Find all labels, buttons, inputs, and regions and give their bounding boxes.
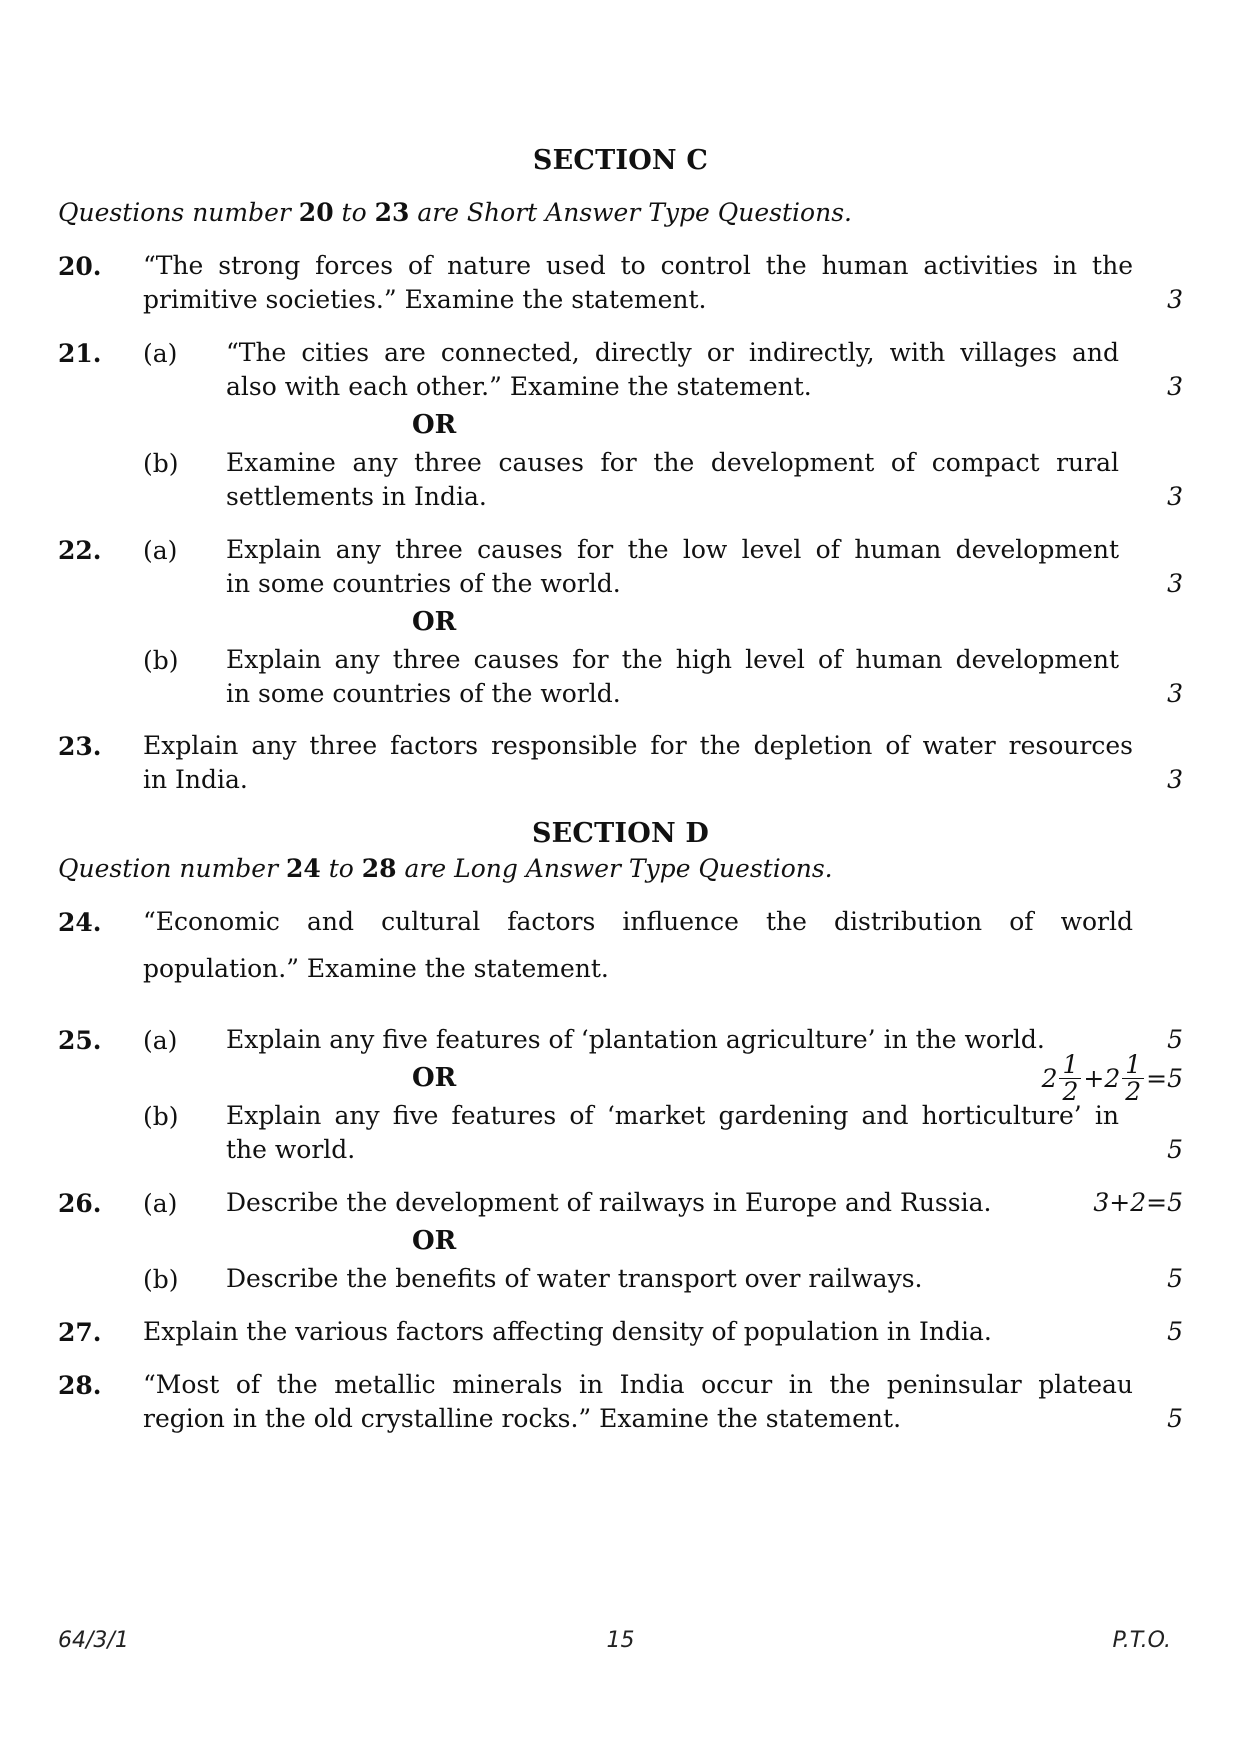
question-24-line1: “Economic and cultural factors influence the distribution of world bbox=[143, 907, 1133, 936]
page-number: 15 bbox=[606, 1628, 635, 1653]
fraction-numerator: 1 bbox=[1059, 1052, 1081, 1079]
marks: 3 bbox=[1167, 765, 1183, 794]
question-22b-line1: Explain any three causes for the high level of human development bbox=[226, 645, 1119, 674]
marks: 3 bbox=[1167, 482, 1183, 511]
marks-whole: 2 bbox=[1041, 1064, 1058, 1093]
marks: 5 bbox=[1167, 1404, 1183, 1433]
question-number: 23. bbox=[58, 732, 102, 761]
section-d-title: SECTION D bbox=[531, 818, 710, 849]
question-26a-line1: Describe the development of railways in Europe and Russia. bbox=[226, 1188, 992, 1217]
question-number: 22. bbox=[58, 536, 102, 565]
question-21a-line1: “The cities are connected, directly or indirectly, with villages and bbox=[226, 338, 1119, 367]
fraction-denominator: 2 bbox=[1125, 1077, 1142, 1106]
question-25a-line1: Explain any five features of ‘plantation agriculture’ in the world. bbox=[226, 1025, 1045, 1054]
question-21b-line1: Examine any three causes for the development of compact rural bbox=[226, 448, 1119, 477]
marks: 3 bbox=[1167, 372, 1183, 401]
question-number: 24. bbox=[58, 908, 102, 937]
paper-code: 64/3/1 bbox=[58, 1628, 129, 1653]
question-number: 21. bbox=[58, 339, 102, 368]
question-20-line1: “The strong forces of nature used to control the human activities in the bbox=[143, 251, 1133, 280]
or-divider: OR bbox=[412, 1226, 457, 1256]
question-25b-line2: the world. bbox=[226, 1135, 356, 1164]
question-20-line2: primitive societies.” Examine the statement. bbox=[143, 285, 707, 314]
marks: 5 bbox=[1167, 1025, 1183, 1054]
marks: 3 bbox=[1167, 569, 1183, 598]
option-label: (a) bbox=[143, 339, 178, 368]
section-c-instructions: Questions number 20 to 23 are Short Answer Type Questions. bbox=[58, 198, 852, 227]
fraction bbox=[1122, 1052, 1144, 1105]
marks: 5 bbox=[1167, 1317, 1183, 1346]
or-divider: OR bbox=[412, 410, 457, 440]
option-label: (b) bbox=[143, 646, 179, 675]
question-23-line1: Explain any three factors responsible for the depletion of water resources bbox=[143, 731, 1133, 760]
question-number: 25. bbox=[58, 1026, 102, 1055]
section-c-title: SECTION C bbox=[532, 145, 709, 176]
marks-total: =5 bbox=[1146, 1064, 1183, 1093]
marks: 5 bbox=[1167, 1135, 1183, 1164]
option-label: (b) bbox=[143, 449, 179, 478]
fraction-denominator: 2 bbox=[1062, 1077, 1079, 1106]
option-label: (a) bbox=[143, 1026, 178, 1055]
question-number: 20. bbox=[58, 252, 102, 281]
marks: 5 bbox=[1167, 1264, 1183, 1293]
question-22a-line1: Explain any three causes for the low level of human development bbox=[226, 535, 1119, 564]
marks: 3 bbox=[1167, 285, 1183, 314]
question-21b-line2: settlements in India. bbox=[226, 482, 487, 511]
marks: 3 bbox=[1167, 679, 1183, 708]
option-label: (a) bbox=[143, 536, 178, 565]
question-23-line2: in India. bbox=[143, 765, 248, 794]
question-21a-line2: also with each other.” Examine the statement. bbox=[226, 372, 812, 401]
question-28-line1: “Most of the metallic minerals in India occur in the peninsular plateau bbox=[143, 1370, 1133, 1399]
marks: 3+2=5 bbox=[1093, 1188, 1183, 1217]
question-22b-line2: in some countries of the world. bbox=[226, 679, 621, 708]
pto-label: P.T.O. bbox=[1112, 1628, 1171, 1653]
option-label: (b) bbox=[143, 1102, 179, 1131]
question-28-line2: region in the old crystalline rocks.” Examine the statement. bbox=[143, 1404, 902, 1433]
section-d-instructions: Question number 24 to 28 are Long Answer Type Questions. bbox=[58, 854, 833, 883]
option-label: (a) bbox=[143, 1189, 178, 1218]
question-number: 27. bbox=[58, 1318, 102, 1347]
question-number: 28. bbox=[58, 1371, 102, 1400]
option-label: (b) bbox=[143, 1265, 179, 1294]
or-divider: OR bbox=[412, 607, 457, 637]
question-27-line1: Explain the various factors affecting density of population in India. bbox=[143, 1317, 992, 1346]
or-divider: OR bbox=[412, 1063, 457, 1093]
question-number: 26. bbox=[58, 1189, 102, 1218]
marks-plus: +2 bbox=[1083, 1064, 1121, 1093]
fraction-numerator: 1 bbox=[1122, 1052, 1144, 1079]
question-24-line2: population.” Examine the statement. bbox=[143, 954, 609, 983]
question-25b-line1: Explain any five features of ‘market gardening and horticulture’ in bbox=[226, 1101, 1119, 1130]
question-26b-line1: Describe the benefits of water transport over railways. bbox=[226, 1264, 923, 1293]
question-22a-line2: in some countries of the world. bbox=[226, 569, 621, 598]
